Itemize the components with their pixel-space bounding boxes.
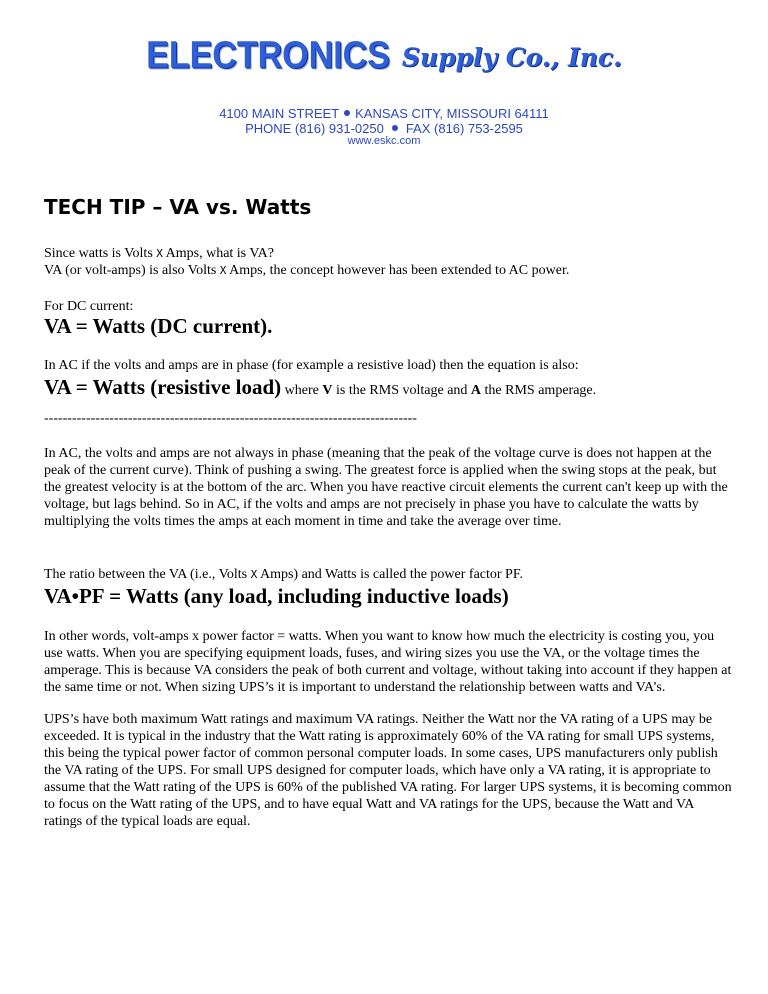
pf-text	[44, 566, 734, 583]
contact-line	[0, 121, 768, 136]
phone-number: PHONE (816) 931-0250	[245, 121, 384, 136]
website-link[interactable]: www.eskc.com	[347, 135, 421, 147]
bullet-dot-icon	[392, 125, 398, 131]
website-line	[0, 135, 768, 147]
ac-note: where	[281, 383, 323, 398]
intro-text: Since watts is Volts	[44, 246, 157, 261]
phase-paragraph: In AC, the volts and amps are not always in phase (meaning that the peak of the voltage curve is does not happen at the peak of the current curve). Think of pushing a swing. The greatest force is applied when the swing stops at the peak, but the greatest velocity is at the bottom of the arc. When you have reactive circuit elements the current can't keep up with the voltage, but lags behind. So in AC, if the volts and amps are not precisely in phase you have to calculate the watts by multiplying the volts times the amps at each moment in time and take the average over time.	[44, 446, 728, 529]
explain-paragraph: In other words, volt-amps x power factor = watts. When you want to know how much the electricity is costing you, you use watts. When you are specifying equipment loads, fuses, and wiring sizes you use the VA, or the voltage times the amperage. This is because VA considers the peak of both current and voltage, without taking into account if they happen at the same time or not. When sizing UPS’s it is important to understand the relationship between watts and VA’s.	[44, 629, 732, 695]
ac-equation-line	[44, 374, 734, 404]
ac-equation: VA = Watts (resistive load)	[44, 375, 282, 399]
ac-text: In AC if the volts and amps are in phase (for example a resistive load) then the equation is also:	[44, 358, 579, 373]
address-line	[0, 106, 768, 121]
intro-paragraph	[44, 245, 734, 279]
dc-equation: VA = Watts (DC current).	[44, 314, 273, 338]
company-logo	[0, 33, 768, 92]
logo-main-text: ELECTRONICS	[146, 33, 390, 77]
address-street: 4100 MAIN STREET	[219, 106, 340, 121]
ac-note-a: A	[470, 383, 482, 398]
pf-text-part: Amps) and Watts is called the power factor PF.	[257, 567, 524, 582]
intro-text: Amps, what is VA?	[162, 246, 275, 261]
logo-script-text: Supply Co., Inc.	[401, 43, 622, 72]
bullet-dot-icon	[344, 110, 350, 116]
dc-label: For DC current:	[44, 299, 134, 314]
intro-text: Amps, the concept however has been extended to AC power.	[226, 263, 570, 278]
ups-paragraph: UPS’s have both maximum Watt ratings and maximum VA ratings. Neither the Watt nor the VA rating of a UPS may be exceeded. It is typical in the industry that the Watt rating is approximately 60% of the VA rating for small UPS systems, this being the typical power factor of common personal computer loads. In some cases, UPS manufacturers only publish the VA rating of the UPS. For small UPS designed for computer loads, which have only a VA rating, it is appropriate to assume that the Watt rating of the UPS is 60% of the published VA rating. For larger UPS systems, it is becoming common to focus on the Watt rating of the UPS, and to have equal Watt and VA ratings for the UPS, because the Watt and VA ratings of the typical loads are equal.	[44, 712, 732, 829]
times-symbol: X	[156, 247, 163, 260]
ac-note-v: V	[322, 383, 333, 398]
fax-number: FAX (816) 753-2595	[405, 121, 523, 136]
times-symbol: X	[250, 568, 258, 581]
pf-equation: VA•PF = Watts (any load, including inductive loads)	[44, 584, 509, 608]
ac-note: is the RMS voltage and	[332, 383, 471, 398]
intro-line-1	[44, 245, 734, 262]
page-title: TECH TIP – VA vs. Watts	[44, 195, 312, 219]
pf-text-part: The ratio between the VA (i.e., Volts	[44, 567, 251, 582]
dashed-divider: --------------------------------------------------------------------------------	[44, 411, 417, 426]
times-symbol: X	[219, 264, 227, 277]
intro-text: VA (or volt-amps) is also Volts	[44, 263, 220, 278]
ac-note: the RMS amperage.	[481, 383, 597, 398]
address-city: KANSAS CITY, MISSOURI 64111	[355, 106, 549, 121]
intro-line-2	[44, 262, 734, 279]
